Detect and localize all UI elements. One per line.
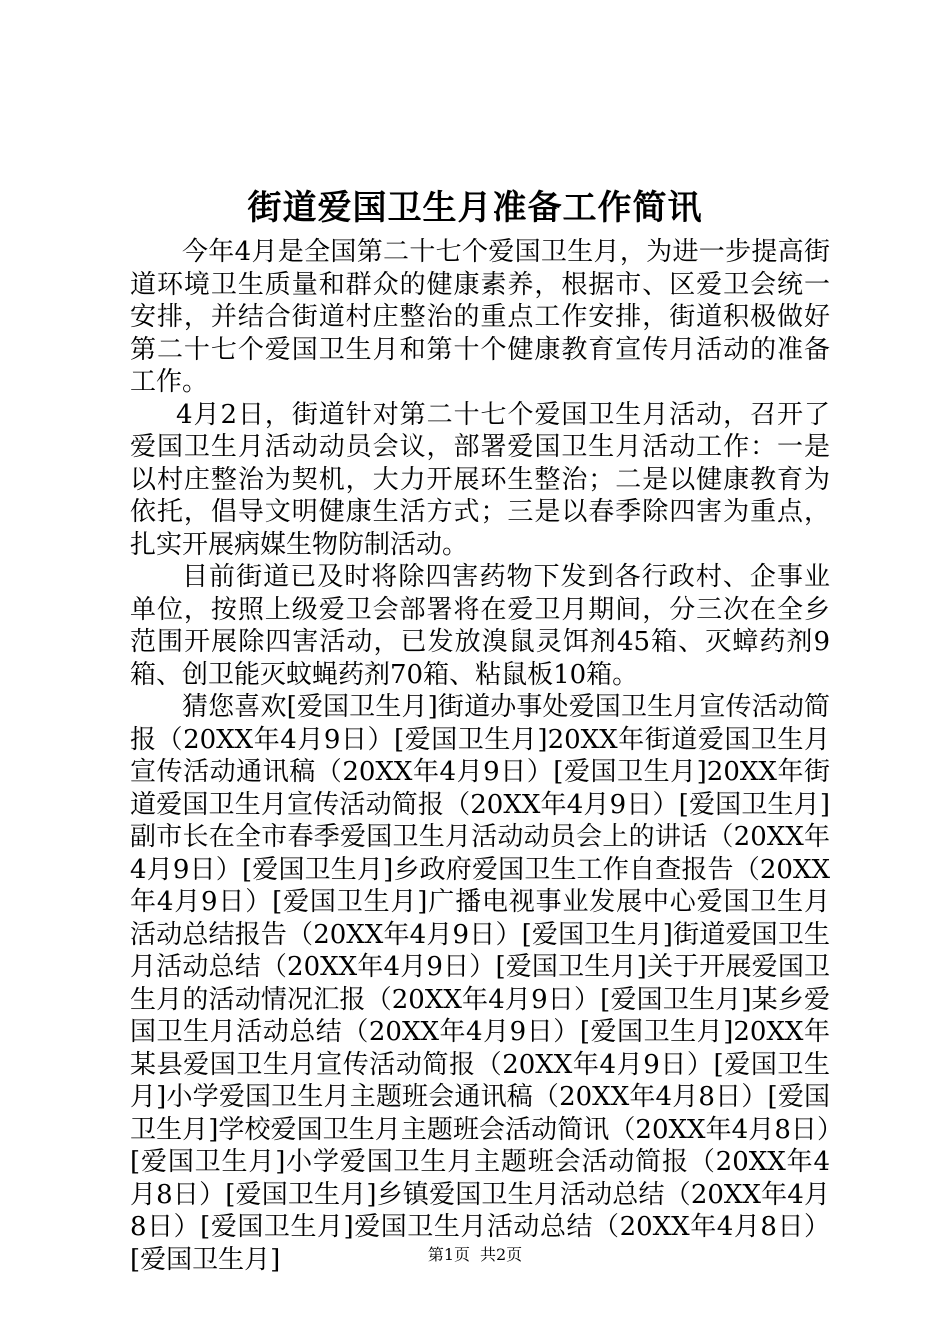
paragraph-intro: 今年4月是全国第二十七个爱国卫生月，为进一步提高街道环境卫生质量和群众的健康素养，根据市、区爱卫会统一安排，并结合街道村庄整治的重点工作安排，街道积极做好第二十七个爱国卫生月和第十个健康教育宣传月活动的准备工作。 <box>130 237 830 397</box>
document-body <box>130 236 830 1276</box>
paragraph-related-links: 猜您喜欢[爱国卫生月]街道办事处爱国卫生月宣传活动简报（20XX年4月9日）[爱国卫生月]20XX年街道爱国卫生月宣传活动通讯稿（20XX年4月9日）[爱国卫生月]20XX年街道爱国卫生月宣传活动简报（20XX年4月9日）[爱国卫生月]副市长在全市春季爱国卫生月活动动员会上的讲话（20XX年4月9日）[爱国卫生月]乡政府爱国卫生工作自查报告（20XX年4月9日）[爱国卫生月]广播电视事业发展中心爱国卫生月活动总结报告（20XX年4月9日）[爱国卫生月]街道爱国卫生月活动总结（20XX年4月9日）[爱国卫生月]关于开展爱国卫生月的活动情况汇报（20XX年4月9日）[爱国卫生月]某乡爱国卫生月活动总结（20XX年4月9日）[爱国卫生月]20XX年某县爱国卫生月宣传活动简报（20XX年4月9日）[爱国卫生月]小学爱国卫生月主题班会通讯稿（20XX年4月8日）[爱国卫生月]学校爱国卫生月主题班会活动简讯（20XX年4月8日）[爱国卫生月]小学爱国卫生月主题班会活动简报（20XX年4月8日）[爱国卫生月]乡镇爱国卫生月活动总结（20XX年4月8日）[爱国卫生月]爱国卫生月活动总结（20XX年4月8日）[爱国卫生月] <box>130 692 830 1275</box>
paragraph-distribution: 目前街道已及时将除四害药物下发到各行政村、企事业单位，按照上级爱卫会部署将在爱卫月期间，分三次在全乡范围开展除四害活动，已发放溴鼠灵饵剂45箱、灭蟑药剂9箱、创卫能灭蚊蝇药剂70箱、粘鼠板10箱。 <box>130 562 830 690</box>
page-total: 共2页 <box>480 1245 523 1264</box>
paragraph-meeting: 4月2日，街道针对第二十七个爱国卫生月活动，召开了爱国卫生月活动动员会议，部署爱国卫生月活动工作：一是以村庄整治为契机，大力开展环生整治；二是以健康教育为依托，倡导文明健康生活方式；三是以春季除四害为重点，扎实开展病媒生物防制活动。 <box>130 399 830 560</box>
page-number: 第1页 <box>427 1245 470 1264</box>
page-footer <box>0 1244 950 1266</box>
document-title: 街道爱国卫生月准备工作简讯 <box>247 188 703 228</box>
